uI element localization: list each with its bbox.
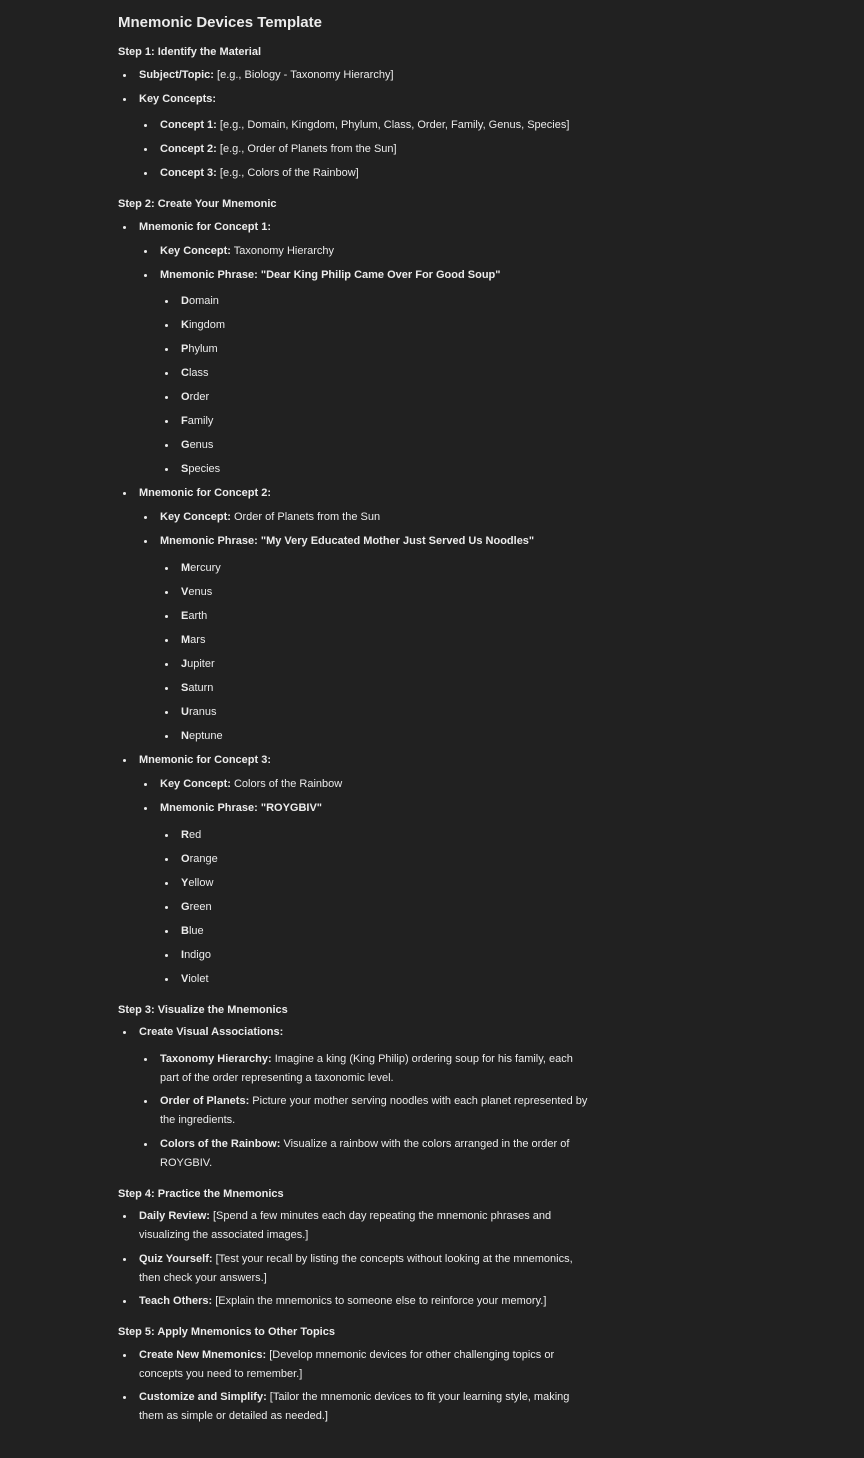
- concept-3-value: [e.g., Colors of the Rainbow]: [216, 167, 359, 179]
- word-item: [181, 946, 581, 965]
- word-initial: V: [181, 586, 189, 598]
- word-initial: D: [181, 295, 189, 307]
- word-rest: ellow: [188, 877, 214, 889]
- word-initial: I: [181, 949, 185, 961]
- word-item: [181, 316, 581, 335]
- word-rest: enus: [189, 439, 214, 451]
- word-rest: iolet: [188, 973, 209, 985]
- key-concept-value: Colors of the Rainbow: [230, 778, 343, 790]
- mnemonic-2-phrase: [160, 532, 590, 551]
- word-initial: J: [181, 658, 188, 670]
- word-initial: S: [181, 682, 189, 694]
- practice-item-label: Quiz Yourself:: [139, 1253, 213, 1265]
- mnemonic-1-label: Mnemonic for Concept 1:: [139, 221, 272, 233]
- apply-item-value: [Develop mnemonic devices for other challenging topics or concepts you need to remember.]: [139, 1349, 555, 1380]
- word-rest: ingdom: [188, 319, 226, 331]
- visual-item: [160, 1050, 590, 1087]
- word-rest: upiter: [187, 658, 215, 670]
- visual-associations-label: Create Visual Associations:: [139, 1026, 284, 1038]
- mnemonic-phrase: Mnemonic Phrase: "My Very Educated Mother Just Served Us Noodles": [160, 535, 535, 547]
- mnemonic-phrase: Mnemonic Phrase: "Dear King Philip Came Over For Good Soup": [160, 269, 501, 281]
- step-3-heading: Step 3: Visualize the Mnemonics: [118, 1004, 288, 1016]
- word-initial: R: [181, 829, 189, 841]
- word-initial: E: [181, 610, 189, 622]
- practice-item: [139, 1250, 594, 1287]
- word-item: [181, 412, 581, 431]
- word-item: [181, 922, 581, 941]
- visual-item-value: Picture your mother serving noodles with each planet represented by the ingredients.: [160, 1095, 588, 1126]
- concept-3-label: Concept 3:: [160, 167, 217, 179]
- word-item: [181, 583, 581, 602]
- word-initial: M: [181, 634, 191, 646]
- visual-associations-item: [139, 1023, 594, 1042]
- word-item: [181, 898, 581, 917]
- page-title: Mnemonic Devices Template: [118, 14, 322, 31]
- key-concepts-item: [139, 90, 594, 109]
- word-initial: S: [181, 463, 189, 475]
- mnemonic-phrase: Mnemonic Phrase: "ROYGBIV": [160, 802, 323, 814]
- word-initial: M: [181, 562, 191, 574]
- word-rest: lue: [188, 925, 204, 937]
- concept-2-value: [e.g., Order of Planets from the Sun]: [216, 143, 397, 155]
- practice-item-value: [Spend a few minutes each day repeating the mnemonic phrases and visualizing the associated images.]: [139, 1210, 552, 1241]
- word-rest: ed: [188, 829, 202, 841]
- word-item: [181, 340, 581, 359]
- step-2-heading: Step 2: Create Your Mnemonic: [118, 198, 277, 210]
- visual-item: [160, 1135, 590, 1172]
- concept-2-label: Concept 2:: [160, 143, 217, 155]
- word-item: [181, 559, 581, 578]
- word-rest: pecies: [188, 463, 221, 475]
- word-rest: ranus: [188, 706, 217, 718]
- word-item: [181, 364, 581, 383]
- word-rest: enus: [188, 586, 213, 598]
- visual-item-label: Order of Planets:: [160, 1095, 250, 1107]
- word-item: [181, 703, 581, 722]
- visual-item-label: Taxonomy Hierarchy:: [160, 1053, 272, 1065]
- mnemonic-3-key-concept: [160, 775, 590, 794]
- word-rest: rder: [189, 391, 210, 403]
- word-initial: C: [181, 367, 189, 379]
- word-item: [181, 292, 581, 311]
- mnemonic-2-label: Mnemonic for Concept 2:: [139, 487, 272, 499]
- mnemonic-1-phrase: [160, 266, 590, 285]
- word-item: [181, 460, 581, 479]
- step-1-heading: Step 1: Identify the Material: [118, 46, 262, 58]
- word-item: [181, 607, 581, 626]
- word-rest: arth: [188, 610, 208, 622]
- practice-item: [139, 1292, 594, 1311]
- mnemonic-2-item: [139, 484, 594, 503]
- key-concept-value: Taxonomy Hierarchy: [230, 245, 335, 257]
- word-item: [181, 388, 581, 407]
- key-concept-label: Key Concept:: [160, 511, 231, 523]
- key-concept-value: Order of Planets from the Sun: [230, 511, 381, 523]
- step-5-heading: Step 5: Apply Mnemonics to Other Topics: [118, 1326, 335, 1338]
- concept-1-value: [e.g., Domain, Kingdom, Phylum, Class, Order, Family, Genus, Species]: [216, 119, 570, 131]
- subject-item: [139, 66, 594, 85]
- word-initial: G: [181, 901, 190, 913]
- apply-item: [139, 1346, 594, 1383]
- word-initial: O: [181, 853, 190, 865]
- mnemonic-3-phrase: [160, 799, 590, 818]
- word-initial: K: [181, 319, 189, 331]
- word-initial: G: [181, 439, 190, 451]
- word-rest: hylum: [188, 343, 218, 355]
- word-rest: ndigo: [184, 949, 211, 961]
- word-item: [181, 850, 581, 869]
- word-rest: ars: [190, 634, 206, 646]
- subject-value: [e.g., Biology - Taxonomy Hierarchy]: [213, 69, 394, 81]
- visual-item: [160, 1092, 590, 1129]
- word-item: [181, 874, 581, 893]
- word-initial: N: [181, 730, 189, 742]
- apply-item-value: [Tailor the mnemonic devices to fit your learning style, making them as simple or detailed as needed.]: [139, 1391, 570, 1422]
- key-concept-label: Key Concept:: [160, 245, 231, 257]
- step-4-heading: Step 4: Practice the Mnemonics: [118, 1188, 284, 1200]
- subject-label: Subject/Topic:: [139, 69, 214, 81]
- word-initial: U: [181, 706, 189, 718]
- mnemonic-2-key-concept: [160, 508, 590, 527]
- visual-item-value: Imagine a king (King Philip) ordering soup for his family, each part of the order representing a taxonomic level.: [160, 1053, 573, 1084]
- apply-item-label: Create New Mnemonics:: [139, 1349, 267, 1361]
- word-rest: lass: [188, 367, 209, 379]
- visual-item-label: Colors of the Rainbow:: [160, 1138, 281, 1150]
- concept-1-label: Concept 1:: [160, 119, 217, 131]
- word-initial: B: [181, 925, 189, 937]
- word-rest: ercury: [190, 562, 221, 574]
- word-item: [181, 679, 581, 698]
- practice-item-value: [Test your recall by listing the concepts without looking at the mnemonics, then check your answers.]: [139, 1253, 573, 1284]
- word-rest: aturn: [188, 682, 214, 694]
- apply-item-label: Customize and Simplify:: [139, 1391, 267, 1403]
- word-initial: V: [181, 973, 189, 985]
- word-rest: eptune: [188, 730, 223, 742]
- word-item: [181, 436, 581, 455]
- word-rest: range: [189, 853, 218, 865]
- practice-item-label: Teach Others:: [139, 1295, 213, 1307]
- word-item: [181, 655, 581, 674]
- key-concept-label: Key Concept:: [160, 778, 231, 790]
- word-item: [181, 631, 581, 650]
- practice-item: [139, 1207, 594, 1244]
- word-rest: amily: [187, 415, 214, 427]
- word-initial: F: [181, 415, 188, 427]
- word-initial: O: [181, 391, 190, 403]
- word-rest: reen: [189, 901, 212, 913]
- apply-item: [139, 1388, 594, 1425]
- mnemonic-1-item: [139, 218, 594, 237]
- word-item: [181, 826, 581, 845]
- word-rest: omain: [188, 295, 219, 307]
- mnemonic-1-key-concept: [160, 242, 590, 261]
- practice-item-value: [Explain the mnemonics to someone else to reinforce your memory.]: [212, 1295, 547, 1307]
- visual-item-value: Visualize a rainbow with the colors arranged in the order of ROYGBIV.: [160, 1138, 570, 1169]
- mnemonic-3-item: [139, 751, 594, 770]
- word-item: [181, 727, 581, 746]
- concept-1-item: [160, 116, 590, 135]
- word-item: [181, 970, 581, 989]
- word-initial: P: [181, 343, 189, 355]
- practice-item-label: Daily Review:: [139, 1210, 210, 1222]
- key-concepts-label: Key Concepts:: [139, 93, 217, 105]
- concept-3-item: [160, 164, 590, 183]
- word-initial: Y: [181, 877, 189, 889]
- mnemonic-3-label: Mnemonic for Concept 3:: [139, 754, 272, 766]
- concept-2-item: [160, 140, 590, 159]
